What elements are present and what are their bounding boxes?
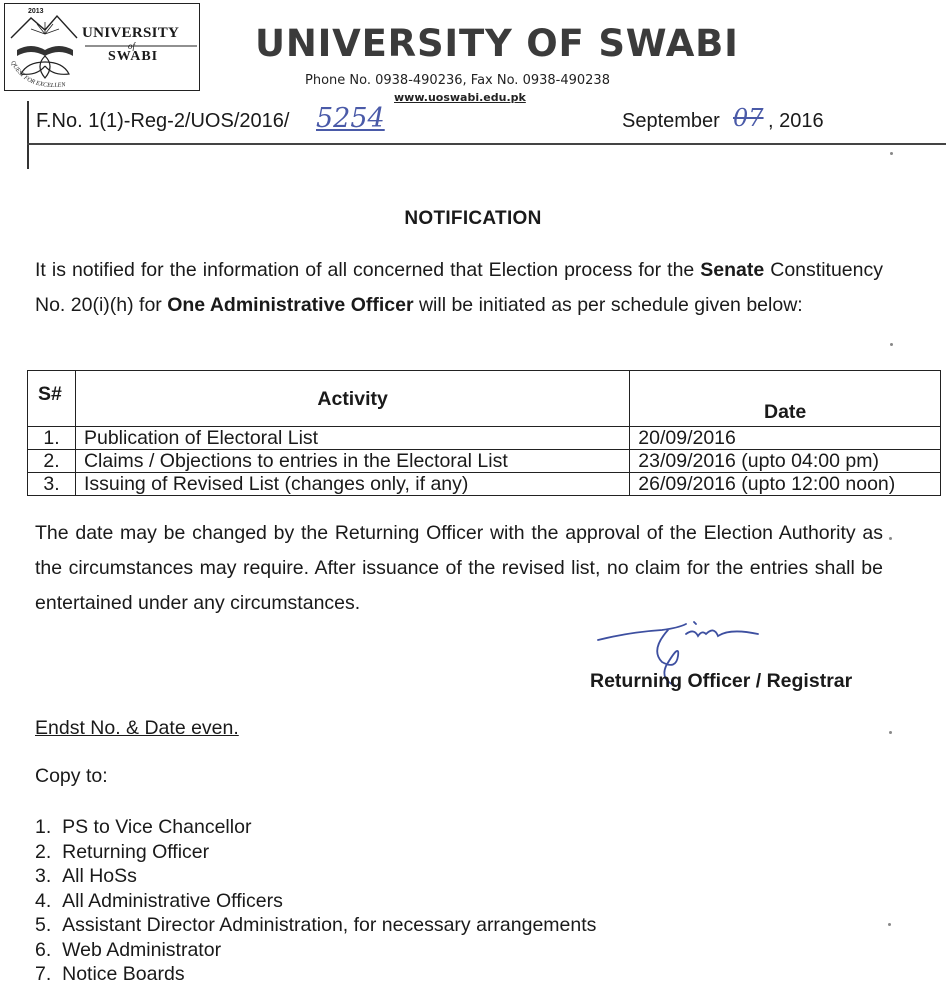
col-header-activity: Activity — [75, 371, 629, 427]
date-month: September — [622, 110, 720, 132]
logo-text-university: UNIVERSITY — [82, 25, 180, 41]
letterhead-website: www.uoswabi.edu.pk — [394, 91, 526, 104]
col-header-date: Date — [630, 371, 941, 427]
signatory-title: Returning Officer / Registrar — [590, 670, 853, 692]
notification-heading: NOTIFICATION — [404, 208, 542, 229]
list-item — [35, 913, 596, 938]
list-item — [35, 962, 596, 987]
list-item-number: 3. — [35, 865, 63, 887]
row-activity: Claims / Objections to entries in the Electoral List — [75, 450, 629, 473]
list-item-text: Web Administrator — [62, 938, 222, 961]
list-item — [35, 938, 596, 963]
row-date: 26/09/2016 (upto 12:00 noon) — [630, 473, 941, 496]
scan-speck — [890, 152, 893, 155]
table-row — [28, 427, 941, 450]
logo-emblem-icon — [5, 4, 201, 92]
margin-rule — [27, 101, 29, 169]
endorsement-line: Endst No. & Date even. — [35, 717, 239, 739]
list-item-text: Assistant Director Administration, for necessary arrangements — [62, 914, 597, 936]
list-item — [35, 815, 596, 840]
list-item-text: Returning Officer — [62, 840, 210, 863]
row-date: 20/09/2016 — [630, 427, 941, 450]
intro-text-2: Constituency No. 20(i)(h) for — [35, 259, 883, 316]
intro-bold-officer: One Administrative Officer — [167, 294, 414, 316]
list-item-number: 6. — [35, 938, 63, 961]
letterhead-contact: Phone No. 0938-490236, Fax No. 0938-490238 — [305, 73, 610, 88]
notification-intro — [35, 253, 883, 323]
scan-speck — [890, 343, 893, 346]
notification-closing: The date may be changed by the Returning Officer with the approval of the Election Authority as the circumstances may require. After issuance of the revised list, no claim for the entries shall be entertained under any circumstances. — [35, 522, 883, 614]
intro-text-1: It is notified for the information of all concerned that Election process for the — [35, 259, 701, 281]
list-item-number: 1. — [35, 816, 63, 838]
schedule-table — [27, 370, 941, 496]
intro-bold-senate: Senate — [700, 259, 765, 281]
table-header-row — [28, 371, 941, 427]
list-item-number: 4. — [35, 889, 63, 912]
col-header-sn: S# — [28, 371, 76, 427]
intro-text-3: will be initiated as per schedule given below: — [413, 294, 803, 316]
copy-to-list — [35, 815, 596, 987]
row-sn: 1. — [28, 427, 76, 450]
list-item-text: Notice Boards — [62, 963, 185, 985]
file-number-handwritten: 5254 — [316, 103, 385, 134]
table-row — [28, 450, 941, 473]
row-activity: Issuing of Revised List (changes only, if any) — [75, 473, 629, 496]
university-logo — [4, 3, 200, 91]
list-item — [35, 840, 596, 865]
date-day-handwritten: 07 — [733, 104, 764, 132]
row-sn: 3. — [28, 473, 76, 496]
table-row — [28, 473, 941, 496]
list-item — [35, 889, 596, 914]
list-item-number: 2. — [35, 840, 63, 863]
list-item-number: 7. — [35, 963, 63, 985]
row-date: 23/09/2016 (upto 04:00 pm) — [630, 450, 941, 473]
logo-text-swabi: SWABI — [108, 49, 159, 64]
copy-to-label: Copy to: — [35, 765, 108, 787]
scan-speck — [889, 537, 892, 540]
file-number-label: F.No. 1(1)-Reg-2/UOS/2016/ — [36, 110, 290, 132]
scan-speck — [888, 923, 891, 926]
list-item — [35, 864, 596, 889]
row-activity: Publication of Electoral List — [75, 427, 629, 450]
scan-speck — [889, 731, 892, 734]
row-sn: 2. — [28, 450, 76, 473]
letterhead-title: UNIVERSITY OF SWABI — [255, 22, 739, 65]
list-item-text: All Administrative Officers — [62, 889, 283, 912]
date-year: , 2016 — [768, 110, 824, 132]
logo-motto: QUEST FOR EXCELLEN — [9, 59, 66, 90]
list-item-text: All HoSs — [62, 865, 137, 887]
logo-year: 2013 — [28, 8, 44, 15]
list-item-number: 5. — [35, 914, 63, 936]
logo-text-of: of — [128, 41, 136, 51]
list-item-text: PS to Vice Chancellor — [62, 816, 252, 838]
header-divider — [27, 143, 946, 145]
